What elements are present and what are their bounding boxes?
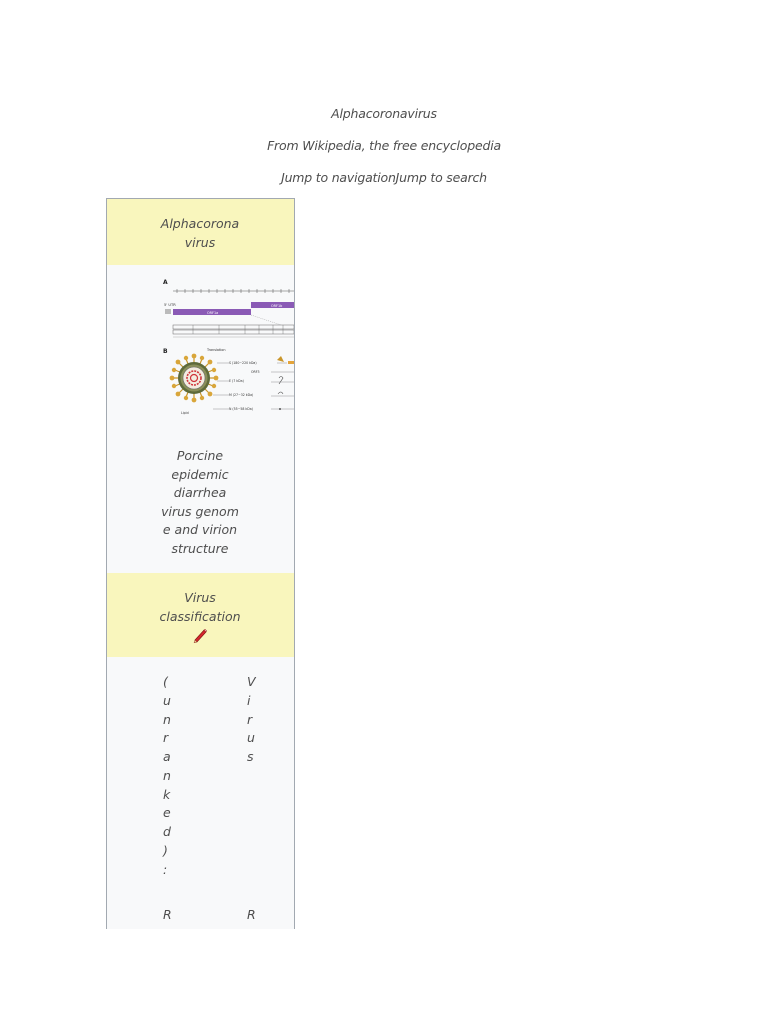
e-protein-label: E (7 kDa) (229, 379, 244, 383)
utr-label: 5' UTR (164, 303, 176, 307)
m-protein-label: M (27~32 kDa) (229, 393, 254, 397)
taxonomy-value-virus[interactable] (247, 673, 256, 767)
char-glyph: r (163, 730, 169, 746)
jump-links[interactable]: Jump to navigationJump to search (281, 170, 487, 185)
n-protein-label: N (55~58 kDa) (229, 407, 253, 411)
char-glyph: e (163, 805, 171, 821)
char-glyph: d (163, 824, 171, 839)
image-caption: Porcine epidemic diarrhea virus genom e and virion structure (161, 448, 239, 556)
infobox-title: Alphacorona virus (160, 216, 240, 250)
page-tagline: From Wikipedia, the free encyclopedia (267, 138, 501, 153)
char-glyph: a (163, 749, 171, 764)
char-glyph: : (163, 861, 168, 877)
panel-b-label: B (163, 348, 168, 355)
char-glyph: r (247, 711, 253, 727)
taxonomy-rank-next: R (163, 907, 172, 922)
char-glyph: n (163, 767, 171, 783)
orf1b-label: ORF1b (271, 304, 283, 308)
translation-label: Translation (207, 348, 226, 352)
s-protein-label: S (180~220 kDa) (229, 361, 257, 365)
orf3-label: ORF3 (251, 370, 260, 374)
page-title: Alphacoronavirus (331, 106, 437, 121)
pencil-icon[interactable] (192, 627, 208, 643)
infobox-title-header (107, 199, 294, 265)
orf1a-label: ORF1a (207, 311, 219, 315)
genome-virion-figure[interactable] (163, 277, 294, 419)
char-glyph: n (163, 711, 171, 727)
taxonomy-rank-unranked (163, 673, 171, 879)
char-glyph: V (247, 674, 256, 689)
char-glyph: ) (163, 842, 168, 858)
translation-icons (271, 356, 294, 410)
classification-header (107, 573, 294, 657)
lipid-label: Lipid (181, 411, 189, 415)
char-glyph: u (163, 692, 171, 708)
char-glyph: u (247, 730, 255, 746)
char-glyph: k (163, 786, 171, 802)
char-glyph: ( (163, 674, 168, 689)
virion-diagram (170, 354, 219, 403)
classification-heading: Virus classification (159, 590, 241, 624)
char-glyph: i (247, 692, 251, 708)
panel-a-label: A (163, 279, 168, 286)
taxonomy-value-next[interactable]: R (247, 907, 256, 922)
infobox (106, 198, 295, 929)
char-glyph: s (247, 749, 254, 764)
